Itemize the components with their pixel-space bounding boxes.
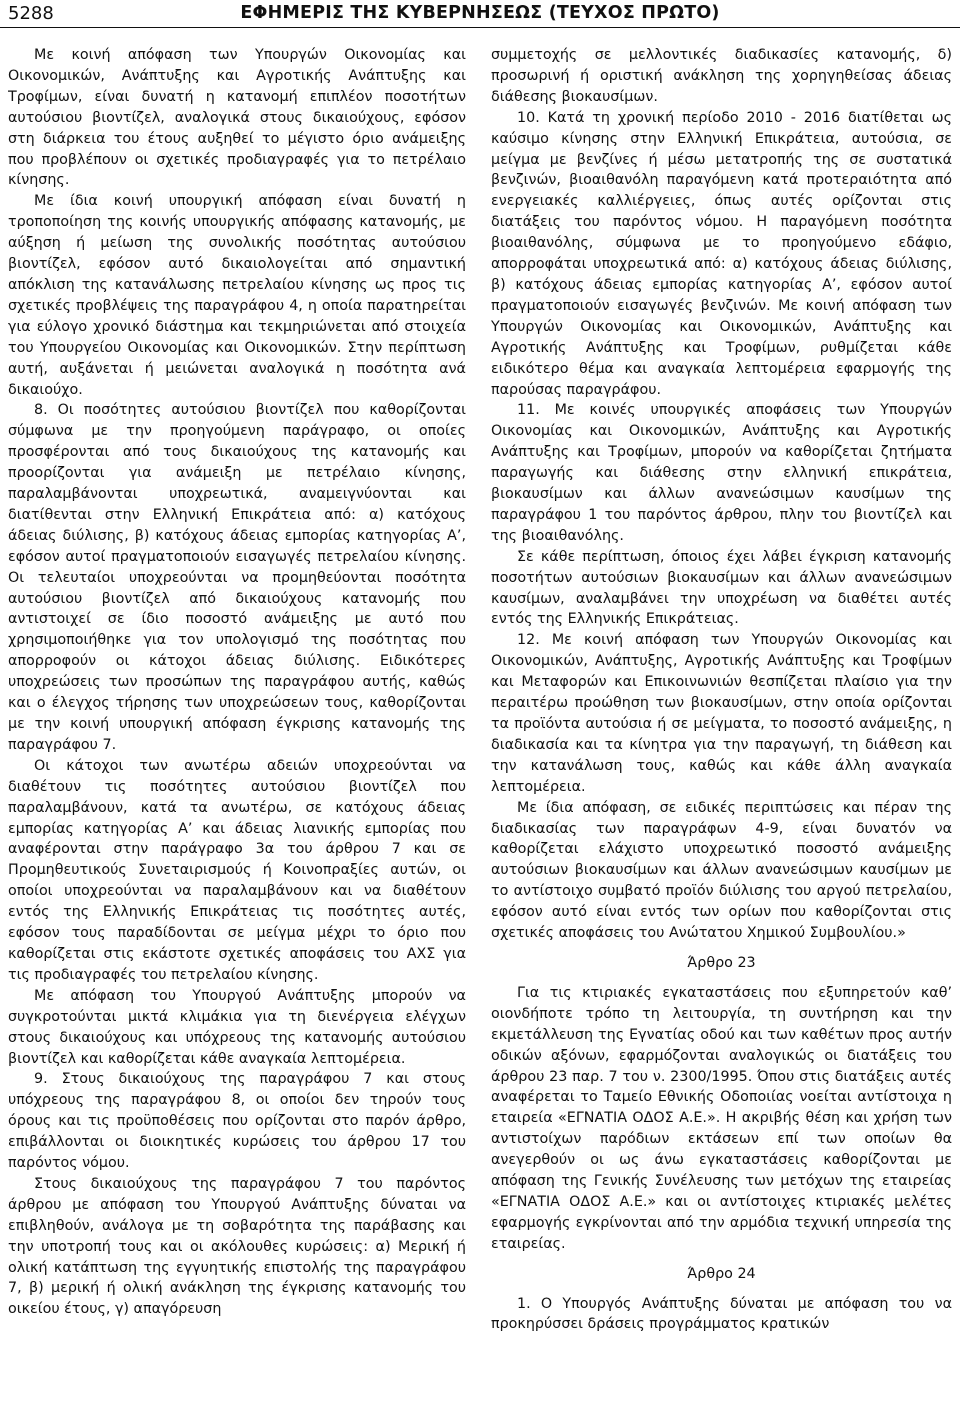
left-column xyxy=(8,45,466,1425)
paragraph: Με απόφαση του Υπουργού Ανάπτυξης μπορούν να συγκροτούνται μικτά κλιμάκια για τη διενέργεια ελέγχων στους δικαιούχους και υπόχρεους της κατανομής αυτούσιου βιοντίζελ και καθορίζεται κάθε αναγκαία λεπτομέρεια. xyxy=(8,987,466,1067)
paragraph: 11. Με κοινές υπουργικές αποφάσεις των Υπουργών Οικονομίας και Οικονομικών, Ανάπτυξης και Αγροτικής Ανάπτυξης και Τροφίμων, μπορούν να καθορίζεται ζητήματα παραγωγής και διάθεσης στην ελληνική επικράτεια, βιοκαυσίμων και άλλων ανανεώσιμων καυσίμων της παραγράφου 1 του παρόντος άρθρου, πλην του βιοντίζελ και της βιοαιθανόλης. xyxy=(491,402,952,544)
paragraph: 9. Στους δικαιούχους της παραγράφου 7 και στους υπόχρεους της παραγράφου 8, οι οποίοι δεν τηρούν τους όρους και τις προϋποθέσεις που ορίζονται στο παρόν άρθρο, επιβάλλονται οι διοικητικές κυρώσεις του άρθρου 17 του παρόντος νόμου. xyxy=(8,1071,466,1172)
paragraph: Στους δικαιούχους της παραγράφου 7 του παρόντος άρθρου με απόφαση του Υπουργού Ανάπτυξης δύναται να επιβληθούν, ανάλογα με τη σοβαρότητα της παράβασης και την υποτροπή τους και οι ακόλουθες κυρώσεις: α) Μερική ή ολική κατάπτωση της εγγυητικής επιστολής της παραγράφου 7, β) μερική ή ολική ανάκληση της έγκρισης κατανομής του οικείου έτους, γ) απαγόρευση xyxy=(8,1175,466,1318)
page-number: 5288 xyxy=(8,3,54,24)
page-header xyxy=(0,0,960,26)
paragraph: Οι κάτοχοι των ανωτέρω αδειών υποχρεούνται να διαθέτουν τις ποσότητες αυτούσιου βιοντίζελ που παραλαμβάνουν, κατά τα ανωτέρω, σε κατόχους άδειας εμπορίας κατηγορίας Α’ και άδειας λιανικής εμπορίας που αναφέρονται στην παράγραφο 3α του άρθρου 7 και σε Προμηθευτικούς Συνεταιρισμούς ή Κοινοπραξίες αυτών, οι οποίοι υποχρεούνται να παραλαμβάνουν και να διαθέτουν εντός της Ελληνικής Επικράτειας τις ποσότητες αυτές, εφόσον τους παραδίδονται σε μείγμα μέχρι το όριο που καθορίζεται στις εκάστοτε σχετικές αποφάσεις του ΑΧΣ για τις προδιαγραφές του πετρελαίου κίνησης. xyxy=(8,757,466,983)
paragraph: Με κοινή απόφαση των Υπουργών Οικονομίας και Οικονομικών, Ανάπτυξης και Αγροτικής Ανάπτυξης και Τροφίμων, είναι δυνατή η κατανομή επιπλέον ποσοτήτων αυτούσιου βιοντίζελ, αναλογικά στους δικαιούχους, εφόσον στη διάρκεια του έτους αυξηθεί το μέγιστο όριο ανάμειξης που προβλέπουν οι σχετικές προδιαγραφές για το πετρέλαιο κίνησης. xyxy=(8,47,466,189)
right-column xyxy=(491,45,952,1425)
paragraph: 1. Ο Υπουργός Ανάπτυξης δύναται με απόφαση του να προκηρύσσει δράσεις προγράμματος κρατικών xyxy=(491,1295,952,1333)
paragraph: 12. Με κοινή απόφαση των Υπουργών Οικονομίας και Οικονομικών, Ανάπτυξης, Αγροτικής Ανάπτυξης και Τροφίμων και Μεταφορών και Επικοινωνιών θεσπίζεται πλαίσιο για την περαιτέρω προώθηση των βιοκαυσίμων, στην οποία ορίζονται τα προϊόντα αυτούσια ή σε μείγματα, το ποσοστό ανάμειξης, η διαδικασία και τα κίνητρα για την παραγωγή, τη διάθεση και την κατανάλωση τους, καθώς και κάθε άλλη αναγκαία λεπτομέρεια. xyxy=(491,632,952,795)
article-heading: Άρθρο 23 xyxy=(687,954,756,971)
paragraph: 10. Κατά τη χρονική περίοδο 2010 - 2016 διατίθεται ως καύσιμο κίνησης στην Ελληνική Επικράτεια, αυτούσια, σε μείγμα με βενζίνες ή μέσω μετατροπής της σε συστατικά βενζινών, βιοαιθανόλη παραγόμενη κατά προτεραιότητα από ενεργειακές καλλιέργειες, όπως αυτές ορίζονται στις διατάξεις του παρόντος νόμου. Η παραγόμενη ποσότητα βιοαιθανόλης, σύμφωνα με το προηγούμενο εδάφιο, απορροφάται υποχρεωτικά από: α) κατόχους άδειας διύλισης, β) κατόχους άδειας εμπορίας κατηγορίας Α’, εφόσον αυτοί πραγματοποιούν εισαγωγές βενζινών. Με κοινή απόφαση των Υπουργών Οικονομίας και Οικονομικών, Ανάπτυξης και Αγροτικής Ανάπτυξης και Τροφίμων, ρυθμίζεται κάθε ειδικότερο θέμα και αναγκαία λεπτομέρεια εφαρμογής της παρούσας παραγράφου. xyxy=(491,109,952,398)
article-heading: Άρθρο 24 xyxy=(687,1265,756,1282)
gazette-title: ΕΦΗΜΕΡΙΣ ΤΗΣ ΚΥΒΕΡΝΗΣΕΩΣ (ΤΕΥΧΟΣ ΠΡΩΤΟ) xyxy=(240,3,720,23)
header-divider xyxy=(0,27,960,28)
paragraph: 8. Οι ποσότητες αυτούσιου βιοντίζελ που καθορίζονται σύμφωνα με την προηγούμενη παράγραφο, οι οποίες προσφέρονται από τους δικαιούχους της κατανομής και προορίζονται για ανάμειξη με πετρέλαιο κίνησης, παραλαμβάνονται υποχρεωτικά, αναμειγνύονται και διατίθενται στην Ελληνική Επικράτεια από: α) κατόχους άδειας διύλισης, β) κατόχους άδειας εμπορίας κατηγορίας Α’, εφόσον αυτοί πραγματοποιούν εισαγωγές πετρελαίου κίνησης. Οι τελευταίοι υποχρεούνται να προμηθεύονται ποσότητα αυτούσιου βιοντίζελ από δικαιούχους κατανομής που αντιστοιχεί σε ίδιο ποσοστό ανάμειξης με αυτό που χρησιμοποιήθηκε για τον υπολογισμό της ποσότητας που απορροφούν οι κάτοχοι άδειας διύλισης. Ειδικότερες υποχρεώσεις των προσώπων της παραγράφου αυτής, καθώς και ο έλεγχος τήρησης των υποχρεώσεων τους, καθορίζονται με την κοινή υπουργική απόφαση έγκρισης κατανομής της παραγράφου 7. xyxy=(8,402,466,753)
paragraph: Με ίδια απόφαση, σε ειδικές περιπτώσεις και πέραν της διαδικασίας των παραγράφων 4-9, είναι δυνατόν να καθορίζεται ελάχιστο υποχρεωτικό ποσοστό ανάμειξης αυτούσιων βιοκαυσίμων και άλλων ανανεώσιμων καυσίμων με το αντίστοιχο συμβατό προϊόν διύλισης του αργού πετρελαίου, εφόσον αυτό είναι εντός των ορίων που καθορίζονται στις σχετικές αποφάσεις του Ανώτατου Χημικού Συμβουλίου.» xyxy=(491,799,952,942)
paragraph: Με ίδια κοινή υπουργική απόφαση είναι δυνατή η τροποποίηση της κοινής υπουργικής απόφασης κατανομής, με αύξηση ή μείωση της συνολικής ποσότητας αυτούσιου βιοντίζελ, εφόσον αυτό δικαιολογείται από σημαντική απόκλιση της κατανάλωσης πετρελαίου κίνησης ως προς τις σχετικές προβλέψεις της παραγράφου 4, η οποία παρατηρείται για εύλογο χρονικό διάστημα και τεκμηριώνεται από στοιχεία του Υπουργείου Οικονομίας και Οικονομικών. Στην περίπτωση αυτή, αυξάνεται ή μειώνεται αναλογικά η ποσότητα ανά δικαιούχο. xyxy=(8,193,466,398)
paragraph: Για τις κτιριακές εγκαταστάσεις που εξυπηρετούν καθ’ οιονδήποτε τρόπο τη λειτουργία, τη συντήρηση και την εκμετάλλευση της Εγνατίας οδού και των καθέτων προς αυτήν οδικών αξόνων, εφαρμόζονται αναλογικώς οι διατάξεις του άρθρου 23 παρ. 7 του ν. 2300/1995. Όπου στις διατάξεις αυτές αναφέρεται το Ταμείο Εθνικής Οδοποιίας νοείται αντίστοιχα η εταιρεία «ΕΓΝΑΤΙΑ ΟΔΟΣ Α.Ε.». Η ακριβής θέση και χρήση των αντιστοίχων παρόδιων εκτάσεων επί των οποίων θα ανεγερθούν οι ως άνω εγκαταστάσεις καθορίζονται με απόφαση της Γενικής Συνέλευσης των μετόχων της εταιρείας «ΕΓΝΑΤΙΑ ΟΔΟΣ Α.Ε.» και οι αντίστοιχες κτιριακές μελέτες εφαρμογής εγκρίνονται από την αρμόδια τεχνική υπηρεσία της εταιρείας. xyxy=(491,984,952,1252)
paragraph: Σε κάθε περίπτωση, όποιος έχει λάβει έγκριση κατανομής ποσοτήτων αυτούσιων βιοκαυσίμων και άλλων ανανεώσιμων καυσίμων, αναλαμβάνει την υποχρέωση να διαθέτει αυτές εντός της Ελληνικής Επικράτειας. xyxy=(491,548,952,628)
paragraph: συμμετοχής σε μελλοντικές διαδικασίες κατανομής, δ) προσωρινή ή οριστική ανάκληση της χορηγηθείσας άδειας διάθεσης βιοκαυσίμων. xyxy=(491,47,952,105)
